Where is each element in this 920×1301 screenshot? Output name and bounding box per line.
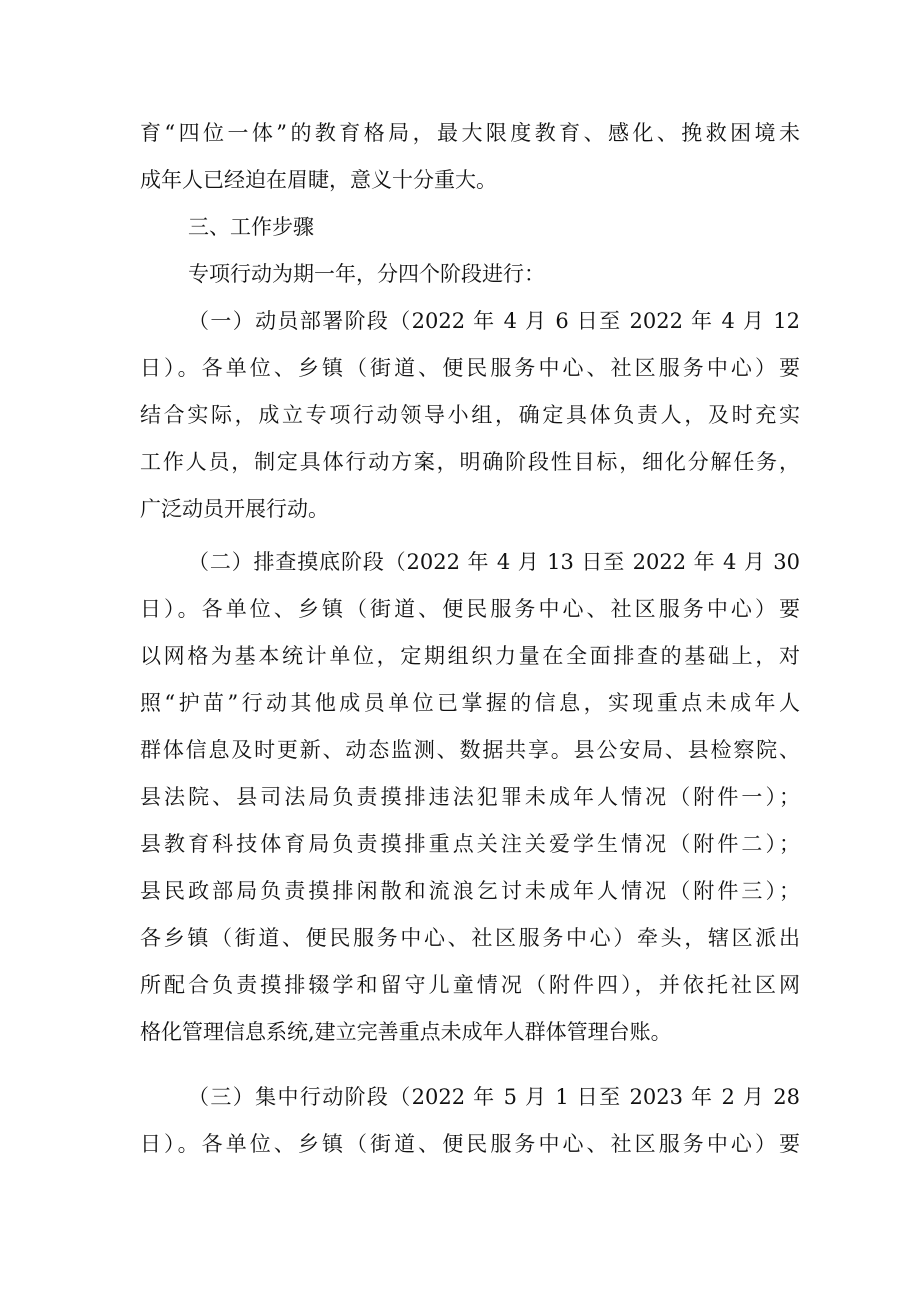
body-text-line: 日）。各单位、乡镇（街道、便民服务中心、社区服务中心）要	[140, 597, 800, 621]
body-text-line: 广泛动员开展行动。	[140, 497, 329, 521]
body-text-line: 县民政部局负责摸排闲散和流浪乞讨未成年人情况（附件三）；	[140, 879, 800, 903]
body-text-line: 日）。各单位、乡镇（街道、便民服务中心、社区服务中心）要	[140, 356, 800, 380]
paragraph-first-line: 专项行动为期一年，分四个阶段进行：	[188, 262, 545, 286]
body-text-line: 照“护苗”行动其他成员单位已掌握的信息，实现重点未成年人	[140, 691, 800, 715]
paragraph-first-line: （三）集中行动阶段（2022 年 5 月 1 日至 2023 年 2 月 28	[188, 1085, 800, 1109]
body-text-line: 所配合负责摸排辍学和留守儿童情况（附件四），并依托社区网	[140, 973, 800, 997]
body-text-line: 日）。各单位、乡镇（街道、便民服务中心、社区服务中心）要	[140, 1132, 800, 1156]
body-text-line: 县教育科技体育局负责摸排重点关注关爱学生情况（附件二）；	[140, 832, 800, 856]
body-text-line: 格化管理信息系统,建立完善重点未成年人群体管理台账。	[140, 1020, 672, 1044]
paragraph-first-line: （二）排查摸底阶段（2022 年 4 月 13 日至 2022 年 4 月 30	[188, 550, 800, 574]
body-text-line: 工作人员，制定具体行动方案，明确阶段性目标，细化分解任务，	[140, 450, 800, 474]
body-text-line: 结合实际，成立专项行动领导小组，确定具体负责人，及时充实	[140, 403, 800, 427]
body-text-line: 群体信息及时更新、动态监测、数据共享。县公安局、县检察院、	[140, 738, 800, 762]
body-text-line: 各乡镇（街道、便民服务中心、社区服务中心）牵头，辖区派出	[140, 926, 800, 950]
body-text-line: 以网格为基本统计单位，定期组织力量在全面排查的基础上，对	[140, 644, 800, 668]
paragraph-first-line: （一）动员部署阶段（2022 年 4 月 6 日至 2022 年 4 月 12	[188, 309, 800, 333]
body-text-line: 育“四位一体”的教育格局，最大限度教育、感化、挽救困境未	[140, 121, 800, 145]
body-text-line: 县法院、县司法局负责摸排违法犯罪未成年人情况（附件一）；	[140, 785, 800, 809]
body-text-line: 成年人已经迫在眉睫，意义十分重大。	[140, 168, 497, 192]
section-heading: 三、工作步骤	[188, 215, 314, 239]
